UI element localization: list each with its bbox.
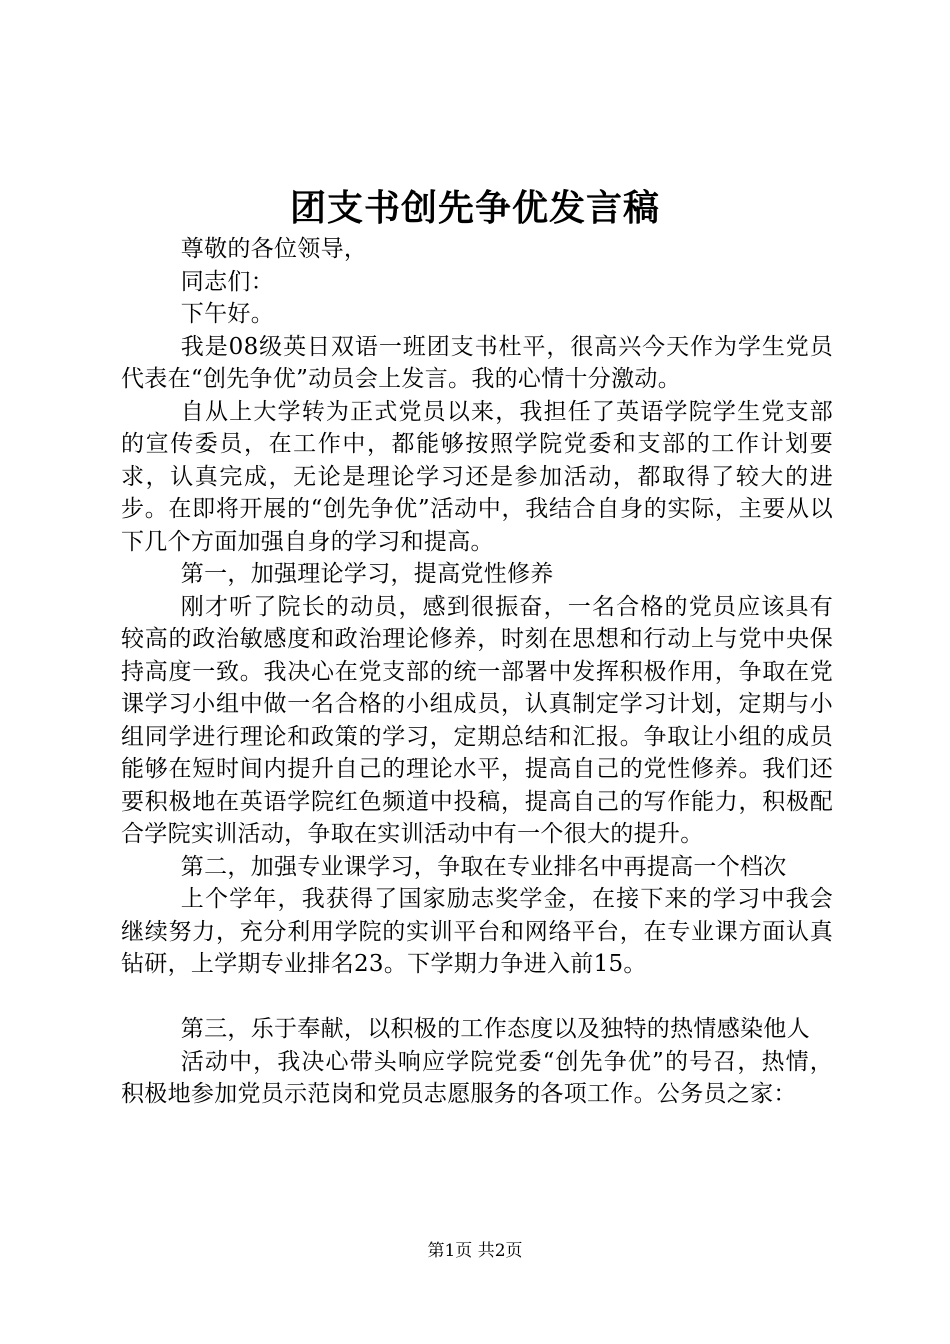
heading-point-3: 第三，乐于奉献，以积极的工作态度以及独特的热情感染他人 [180,1016,810,1042]
paragraph-greeting: 下午好。 [180,301,274,327]
document-body [121,233,833,1111]
heading-point-1: 第一，加强理论学习，提高党性修养 [180,561,554,587]
paragraph-intro: 我是08级英日双语一班团支书杜平，很高兴今天作为学生党员代表在“创先争优”动员会上发言。我的心情十分激动。 [121,333,833,392]
blank-line [121,981,833,1014]
paragraph-point-3: 活动中，我决心带头响应学院党委“创先争优”的号召，热情，积极地参加党员示范岗和党员志愿服务的各项工作。公务员之家： [121,1048,833,1107]
document-title: 团支书创先争优发言稿 [289,187,660,229]
page-number-footer: 第1页 共2页 [427,1241,523,1261]
paragraph-point-1: 刚才听了院长的动员，感到很振奋，一名合格的党员应该具有较高的政治敏感度和政治理论修养，时刻在思想和行动上与党中央保持高度一致。我决心在党支部的统一部署中发挥积极作用，争取在党课学习小组中做一名合格的小组成员，认真制定学习计划，定期与小组同学进行理论和政策的学习，定期总结和汇报。争取让小组的成员能够在短时间内提升自己的理论水平，提高自己的党性修养。我们还要积极地在英语学院红色频道中投稿，提高自己的写作能力，积极配合学院实训活动，争取在实训活动中有一个很大的提升。 [121,593,833,847]
paragraph-background: 自从上大学转为正式党员以来，我担任了英语学院学生党支部的宣传委员，在工作中，都能够按照学院党委和支部的工作计划要求，认真完成，无论是理论学习还是参加活动，都取得了较大的进步。在即将开展的“创先争优”活动中，我结合自身的实际，主要从以下几个方面加强自身的学习和提高。 [121,398,833,555]
paragraph-salutation-2: 同志们： [180,268,274,295]
heading-point-2: 第二，加强专业课学习，争取在专业排名中再提高一个档次 [180,853,787,880]
paragraph-point-2: 上个学年，我获得了国家励志奖学金，在接下来的学习中我会继续努力，充分利用学院的实训平台和网络平台，在专业课方面认真钻研，上学期专业排名23。下学期力争进入前15。 [121,886,833,977]
paragraph-salutation: 尊敬的各位领导， [180,236,368,262]
